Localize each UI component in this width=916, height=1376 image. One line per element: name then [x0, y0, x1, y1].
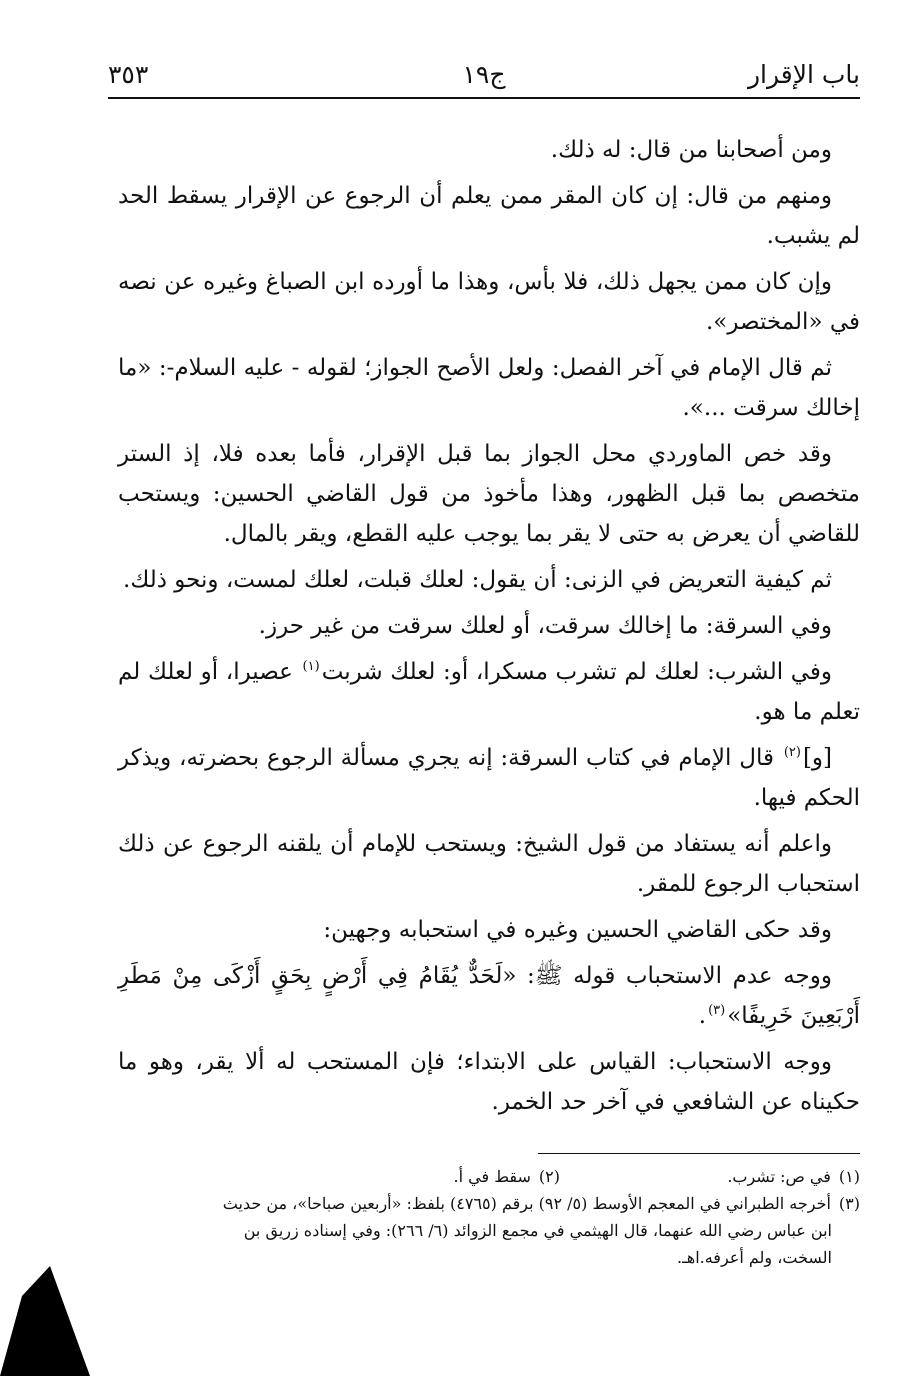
footnote-number: (٢) [538, 1167, 560, 1186]
chapter-title: باب الإقرار [747, 60, 860, 89]
paragraph: واعلم أنه يستفاد من قول الشيخ: ويستحب للإمام أن يلقنه الرجوع عن ذلك استحباب الرجوع للمقر. [118, 831, 860, 897]
paragraph: ومنهم من قال: إن كان المقر ممن يعلم أن الرجوع عن الإقرار يسقط الحد لم يشبب. [118, 183, 860, 249]
page-header [108, 56, 860, 96]
paragraph: ومن أصحابنا من قال: له ذلك. [550, 137, 832, 163]
page-number: ٣٥٣ [108, 60, 149, 89]
footnote-3 [118, 1190, 860, 1217]
footnote-rule [538, 1153, 860, 1154]
footnote-text: سقط في أ. [453, 1167, 531, 1186]
paragraph-text: قال الإمام في كتاب السرقة: إنه يجري مسألة الرجوع بحضرته، ويذكر الحكم فيها. [118, 745, 860, 811]
footnotes [118, 1163, 860, 1271]
footnote-marker-2: (٢) [783, 745, 801, 761]
header-rule [108, 97, 860, 99]
paragraph: وقد خص الماوردي محل الجواز بما قبل الإقرار، فأما بعده فلا، إذ الستر متخصص بما قبل الظهور، وهذا مأخوذ من قول القاضي الحسين: ويستحب للقاضي أن يعرض به حتى لا يقر بما يوجب عليه القطع، ويقر بالمال. [118, 441, 860, 547]
footnote-text: في ص: تشرب. [727, 1167, 831, 1186]
footnote-number: (٣) [838, 1194, 860, 1213]
hadith-quote: «لَحَدٌّ يُقَامُ فِي أَرْضٍ بِحَقٍ أَزْكَى مِنْ مَطَرِ أَرْبَعِينَ خَرِيفًا» [118, 963, 860, 1029]
footnote-3-continued: السخت، ولم أعرفه.اهـ. [676, 1248, 832, 1267]
paragraph: ووجه الاستحباب: القياس على الابتداء؛ فإن المستحب له ألا يقر، وهو ما حكيناه عن الشافعي في آخر حد الخمر. [118, 1049, 860, 1115]
paragraph-text: عصيرا، أو لعلك لم تعلم ما هو. [118, 659, 860, 725]
footnote-marker-1: (١) [302, 659, 320, 675]
main-text [118, 130, 860, 1128]
footnote-text: أخرجه الطبراني في المعجم الأوسط (٥/ ٩٢) برقم (٤٧٦٥) بلفظ: «أربعين صباحا»، من حديث [222, 1194, 831, 1213]
footnote-1 [560, 1163, 860, 1190]
footnote-number: (١) [838, 1167, 860, 1186]
paragraph-text: وفي الشرب: لعلك لم تشرب مسكرا، أو: لعلك شربت [321, 659, 832, 685]
paragraph-hadith [118, 956, 860, 1036]
footnote-marker-3: (٣) [708, 1003, 726, 1019]
editorial-bracket: [و] [802, 745, 833, 771]
paragraph-imam [118, 738, 860, 818]
paragraph: وإن كان ممن يجهل ذلك، فلا بأس، وهذا ما أورده ابن الصباغ وغيره عن نصه في «المختصر». [118, 269, 860, 335]
paragraph-text: ووجه عدم الاستحباب قوله ﷺ: [516, 963, 832, 989]
paragraph: وقد حكى القاضي الحسين وغيره في استحبابه وجهين: [323, 917, 832, 943]
paragraph-text: . [698, 1003, 707, 1029]
paragraph: ثم كيفية التعريض في الزنى: أن يقول: لعلك قبلت، لعلك لمست، ونحو ذلك. [123, 567, 832, 593]
paragraph: ثم قال الإمام في آخر الفصل: ولعل الأصح الجواز؛ لقوله - عليه السلام-: «ما إخالك سرقت ...». [118, 355, 860, 421]
paragraph-drink [118, 652, 860, 732]
scan-corner-shadow [0, 1266, 90, 1376]
footnote-row [118, 1163, 860, 1190]
footnote-2 [454, 1163, 560, 1190]
footnote-3-continued: ابن عباس رضي الله عنهما، قال الهيثمي في مجمع الزوائد (٦/ ٢٦٦): وفي إسناده زريق بن [243, 1221, 832, 1240]
paragraph: وفي السرقة: ما إخالك سرقت، أو لعلك سرقت من غير حرز. [258, 613, 832, 639]
volume-label: ج١٩ [462, 60, 506, 89]
